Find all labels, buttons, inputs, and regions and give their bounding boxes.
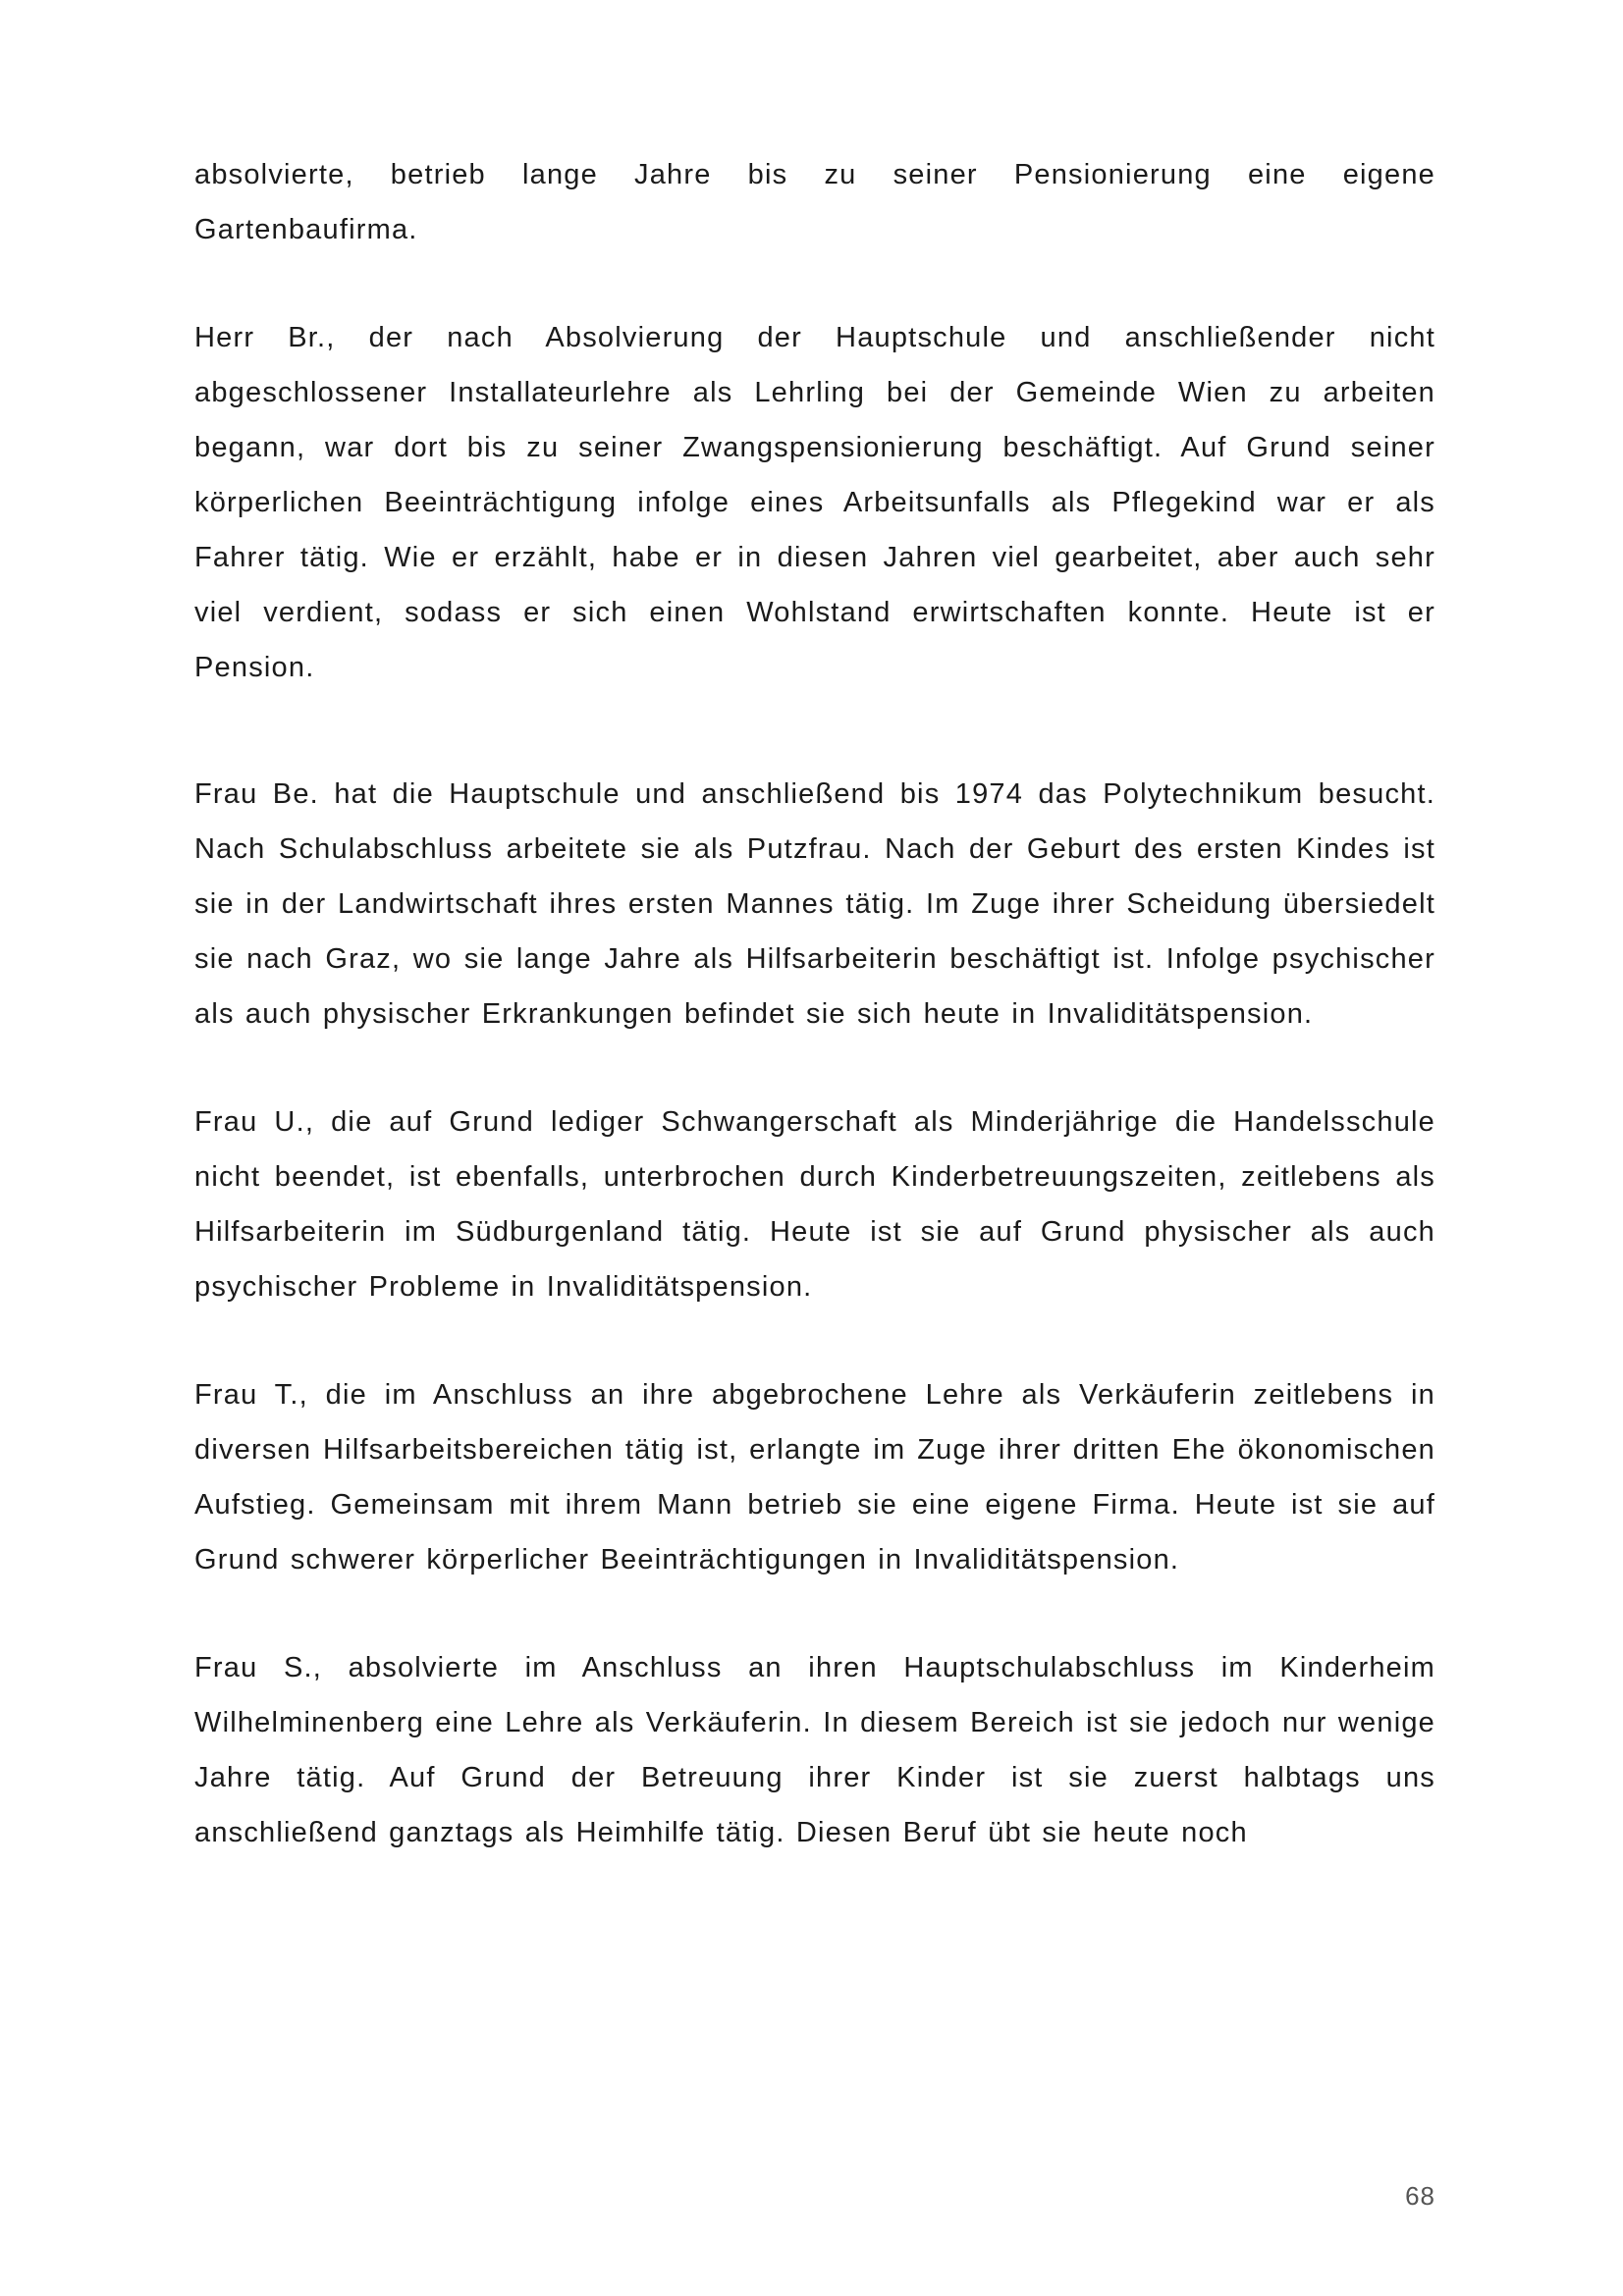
page-number: 68	[1405, 2181, 1435, 2211]
paragraph-2: Herr Br., der nach Absolvierung der Hauptschule und anschließender nicht abgeschlossener Installateurlehre als Lehrling bei der Gemeinde Wien zu arbeiten begann, war dort bis zu seiner Zwangspensionierung beschäftigt. Auf Grund seiner körperlichen Beeinträchtigung infolge eines Arbeitsunfalls als Pflegekind war er als Fahrer tätig. Wie er erzählt, habe er in diesen Jahren viel gearbeitet, aber auch sehr viel verdient, sodass er sich einen Wohlstand erwirtschaften konnte. Heute ist er Pension.	[194, 322, 1435, 683]
body-text	[194, 147, 1435, 1860]
paragraph-1: absolvierte, betrieb lange Jahre bis zu seiner Pensionierung eine eigene Gartenbaufirma.	[194, 159, 1435, 245]
paragraph-5: Frau T., die im Anschluss an ihre abgebrochene Lehre als Verkäuferin zeitlebens in diversen Hilfsarbeitsbereichen tätig ist, erlangte im Zuge ihrer dritten Ehe ökonomischen Aufstieg. Gemeinsam mit ihrem Mann betrieb sie eine eigene Firma. Heute ist sie auf Grund schwerer körperlicher Beeinträchtigungen in Invaliditätspension.	[194, 1379, 1435, 1575]
paragraph-6: Frau S., absolvierte im Anschluss an ihren Hauptschulabschluss im Kinderheim Wilhelminenberg eine Lehre als Verkäuferin. In diesem Bereich ist sie jedoch nur wenige Jahre tätig. Auf Grund der Betreuung ihrer Kinder ist sie zuerst halbtags uns anschließend ganztags als Heimhilfe tätig. Diesen Beruf übt sie heute noch	[194, 1652, 1435, 1848]
paragraph-4: Frau U., die auf Grund lediger Schwangerschaft als Minderjährige die Handelsschule nicht beendet, ist ebenfalls, unterbrochen durch Kinderbetreuungszeiten, zeitlebens als Hilfsarbeiterin im Südburgenland tätig. Heute ist sie auf Grund physischer als auch psychischer Probleme in Invaliditätspension.	[194, 1106, 1435, 1303]
paragraph-3: Frau Be. hat die Hauptschule und anschließend bis 1974 das Polytechnikum besucht. Nach Schulabschluss arbeitete sie als Putzfrau. Nach der Geburt des ersten Kindes ist sie in der Landwirtschaft ihres ersten Mannes tätig. Im Zuge ihrer Scheidung übersiedelt sie nach Graz, wo sie lange Jahre als Hilfsarbeiterin beschäftigt ist. Infolge psychischer als auch physischer Erkrankungen befindet sie sich heute in Invaliditätspension.	[194, 778, 1435, 1030]
